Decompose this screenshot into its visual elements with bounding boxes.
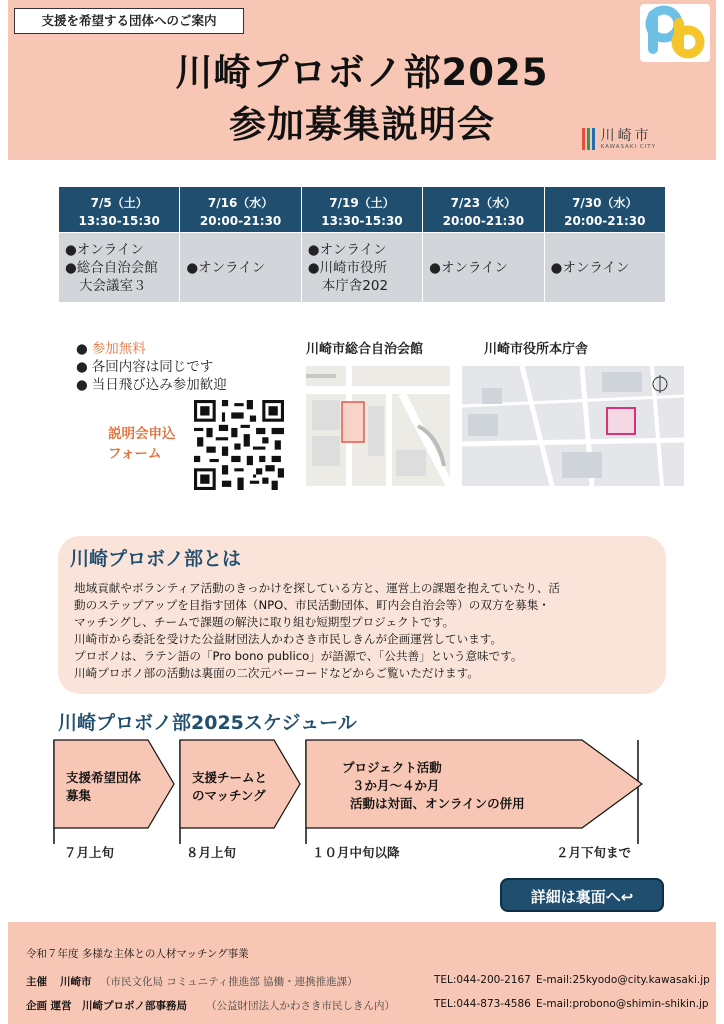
schedule-time: ８月上旬: [186, 845, 237, 860]
header-tag: 支援を希望する団体へのご案内: [14, 8, 244, 34]
venue-line: ●オンライン: [65, 241, 144, 258]
city-logo-text: 川崎市: [600, 128, 652, 144]
session-date: 7/30（水）: [572, 195, 638, 210]
schedule-time: ２月下旬まで: [556, 845, 632, 860]
session-date: 7/23（水）: [450, 195, 517, 210]
footer-org-name: 川崎プロボノ部事務局: [82, 1000, 187, 1012]
session-table: [58, 186, 666, 303]
about-line: マッチングし、チームで課題の解決に取り組む短期型プロジェクトです。: [74, 615, 455, 629]
bullet-icon: ●: [76, 341, 88, 357]
schedule-step-3-label: プロジェクト活動: [342, 760, 442, 775]
footer-host-email: E-mail:25kyodo@city.kawasaki.jp: [536, 974, 710, 986]
venue-room: 本庁舎202: [321, 277, 389, 294]
schedule-step-3-duration: ３か月～４か月: [352, 778, 440, 793]
venue-line: ●オンライン: [550, 259, 630, 276]
header-banner: [8, 0, 716, 160]
session-time: 20:00-21:30: [564, 213, 646, 228]
application-form-label: 説明会申込 フォーム: [108, 426, 176, 462]
session-header: [544, 187, 665, 233]
footer-host-name: 川崎市: [60, 976, 92, 988]
footer-host-tel: TEL:044-200-2167: [434, 974, 531, 986]
info-item: [76, 340, 227, 358]
page-subtitle: 参加募集説明会: [229, 103, 495, 146]
footer-org-detail: （公益財団法人かわさき市民しきん内）: [206, 1000, 395, 1012]
schedule-step-1-label: 支援希望団体: [66, 770, 142, 785]
pb-logo-icon: [640, 4, 710, 62]
footer-org-label: 企画 運営: [26, 1000, 72, 1012]
map-title-jichi-kaikan: 川崎市総合自治会館: [306, 342, 424, 357]
session-header: [423, 187, 544, 233]
schedule-step-1-label: 募集: [66, 788, 92, 803]
footer: [8, 922, 716, 1024]
session-time: 20:00-21:30: [442, 213, 525, 228]
schedule-step-3-mode: 活動は対面、オンラインの併用: [350, 796, 525, 811]
about-line: 地域貢献やボランティア活動のきっかけを探している方と、運営上の課題を抱えていたり、活: [74, 581, 561, 595]
details-on-back-button[interactable]: 詳細は裏面へ↩: [500, 878, 664, 912]
footer-org-tel: TEL:044-873-4586: [434, 998, 531, 1010]
about-line: プロボノは、ラテン語の「Pro bono publico」が語源で、「公共善」という意味です。: [74, 649, 523, 663]
schedule-title: 川崎プロボノ部2025スケジュール: [58, 712, 357, 734]
session-venue-row: [59, 233, 666, 303]
map-city-hall[interactable]: [462, 366, 684, 486]
about-line: 川崎市から委託を受けた公益財団法人かわさき市民しきんが企画運営しています。: [74, 632, 503, 646]
schedule-step-2-label: 支援チームと: [192, 770, 268, 785]
session-header: [180, 187, 301, 233]
page-title: 川崎プロボノ部2025: [175, 51, 549, 94]
session-header: [59, 187, 180, 233]
city-logo-sub: KAWASAKI CITY: [600, 144, 656, 150]
session-header: [301, 187, 422, 233]
session-venue: [544, 233, 665, 303]
info-walkin: 当日飛び込み参加歓迎: [91, 377, 227, 393]
bullet-icon: ●: [76, 377, 88, 393]
session-time: 20:00-21:30: [199, 213, 282, 228]
info-item: [76, 376, 227, 394]
venue-line: ●オンライン: [186, 259, 266, 276]
about-line: 動のステップアップを目指す団体（NPO、市民活動団体、町内会自治会等）の双方を募集・: [74, 598, 550, 612]
session-venue: [59, 233, 180, 303]
about-line: 川崎プロボノ部の活動は裏面の二次元バーコードなどからご覧いただけます。: [74, 666, 479, 680]
venue-line: ●川崎市役所: [307, 259, 388, 276]
session-time: 13:30-15:30: [78, 213, 160, 228]
info-item: [76, 358, 227, 376]
footer-project: 令和７年度 多様な主体との人材マッチング事業: [26, 948, 249, 960]
session-date: 7/16（水）: [207, 195, 274, 210]
footer-host-detail: （市民文化局 コミュニティ推進部 協働・連携推進課）: [100, 976, 358, 988]
session-time: 13:30-15:30: [321, 213, 403, 228]
bullet-icon: ●: [76, 359, 88, 375]
info-free: 参加無料: [91, 341, 146, 357]
session-venue: [301, 233, 422, 303]
kawasaki-city-logo: [582, 128, 656, 150]
about-section: [58, 536, 666, 694]
info-list: [76, 340, 227, 394]
schedule-step-2-label: のマッチング: [192, 788, 266, 803]
footer-org-email: E-mail:probono@shimin-shikin.jp: [536, 998, 709, 1010]
session-header-row: [59, 187, 666, 233]
footer-host-label: 主催: [26, 976, 47, 988]
session-venue: [423, 233, 544, 303]
session-date: 7/5（土）: [90, 195, 148, 210]
info-same-content: 各回内容は同じです: [91, 359, 214, 375]
venue-line: ●オンライン: [307, 241, 387, 258]
session-venue: [180, 233, 301, 303]
session-date: 7/19（土）: [329, 195, 395, 210]
map-title-city-hall: 川崎市役所本庁舎: [484, 342, 589, 357]
schedule-time: １０月中旬以降: [312, 845, 400, 860]
qr-code-icon[interactable]: [194, 400, 284, 490]
venue-line: ●総合自治会館: [65, 259, 158, 276]
about-body: [74, 580, 656, 682]
schedule-time: ７月上旬: [64, 845, 115, 860]
about-title: 川崎プロボノ部とは: [70, 548, 242, 570]
venue-line: ●オンライン: [429, 259, 509, 276]
city-logo-bars-icon: [582, 128, 595, 150]
map-jichi-kaikan[interactable]: [306, 366, 450, 486]
venue-room: 大会議室３: [79, 277, 147, 294]
